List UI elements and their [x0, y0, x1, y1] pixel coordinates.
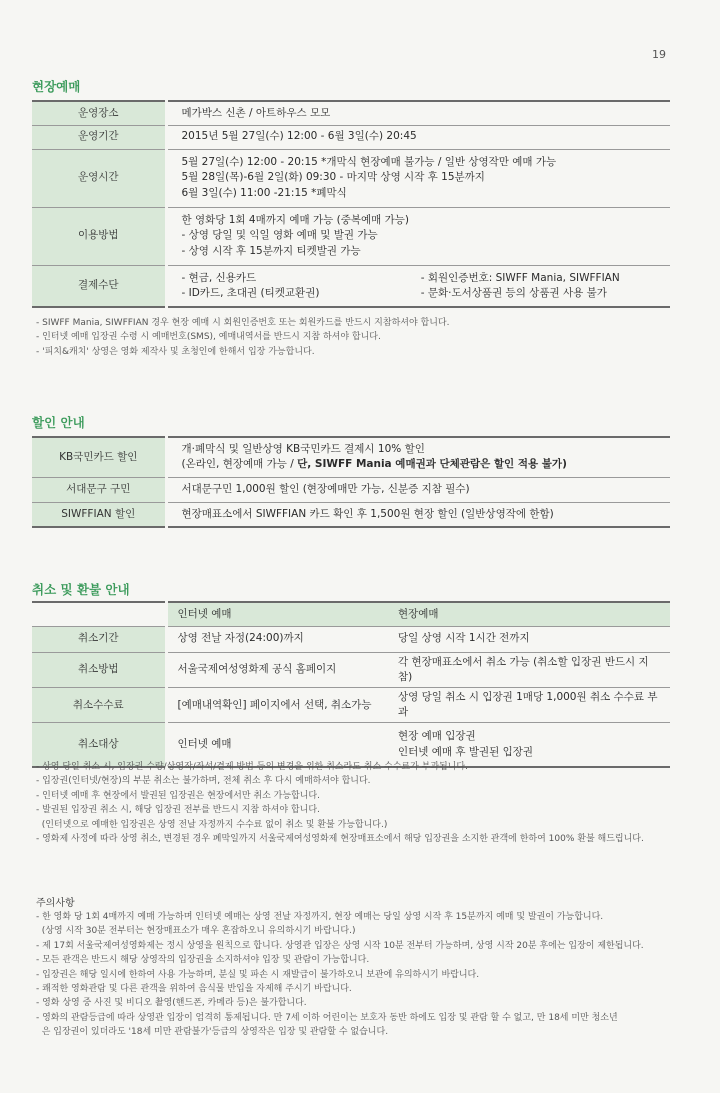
row-value: 개·폐막식 및 일반상영 KB국민카드 결제시 10% 할인 (온라인, 현장예매 가능 / 단, SIWFF Mania 예매권과 단체관람은 할인 적용 불가) — [166, 437, 670, 477]
onsite-cell: 당일 상영 시작 1시간 전까지 — [388, 626, 670, 652]
row-label: 운영시간 — [32, 149, 166, 207]
row-label: 결제수단 — [32, 265, 166, 307]
internet-cell: [예매내역확인] 페이지에서 선택, 취소가능 — [166, 687, 388, 722]
onsite-table — [32, 100, 670, 308]
row-label: 취소기간 — [32, 626, 166, 652]
table-row — [32, 125, 670, 149]
table-row — [32, 687, 670, 722]
note-line: (상영 시작 30분 전부터는 현장매표소가 매우 혼잡하오니 유의하시기 바랍니다.) — [36, 926, 356, 937]
caution-title: 주의사항 — [36, 898, 75, 909]
discount-table — [32, 436, 670, 528]
table-row — [32, 477, 670, 502]
note-line: - 영화 상영 중 사진 및 비디오 촬영(핸드폰, 카메라 등)은 불가합니다. — [36, 998, 307, 1009]
caution-notes — [36, 910, 676, 1040]
note-line: - 발권된 입장권 취소 시, 해당 입장권 전부를 반드시 지참 하셔야 합니다. — [36, 805, 320, 816]
onsite-cell: 상영 당일 취소 시 입장권 1매당 1,000원 취소 수수료 부과 — [388, 687, 670, 722]
column-header-onsite: 현장예매 — [388, 602, 670, 626]
note-line: - 모든 관객은 반드시 해당 상영작의 입장권을 소지하셔야 입장 및 관람이 가능합니다. — [36, 955, 370, 966]
table-row — [32, 626, 670, 652]
row-value: 서대문구민 1,000원 할인 (현장예매만 가능, 신분증 지참 필수) — [166, 477, 670, 502]
table-row — [32, 207, 670, 265]
row-label: 이용방법 — [32, 207, 166, 265]
refund-section-title: 취소 및 환불 안내 — [32, 582, 130, 597]
note-line: - '피치&캐치' 상영은 영화 제작사 및 초청인에 한해서 입장 가능합니다. — [36, 346, 315, 357]
row-label: 취소대상 — [32, 723, 166, 767]
row-label: 서대문구 구민 — [32, 477, 166, 502]
row-label: 취소수수료 — [32, 687, 166, 722]
note-line: 은 입장권이 있더라도 '18세 미만 관람불가'등급의 상영작은 입장 및 관람할 수 없습니다. — [36, 1027, 389, 1038]
column-header-internet: 인터넷 예매 — [166, 602, 388, 626]
note-line: - 입장권(인터넷/현장)의 부분 취소는 불가하며, 전체 취소 후 다시 예매하셔야 합니다. — [36, 776, 371, 787]
table-row — [32, 265, 670, 307]
row-label: SIWFFIAN 할인 — [32, 502, 166, 527]
table-header-row — [32, 602, 670, 626]
refund-table — [32, 601, 670, 768]
table-row — [32, 502, 670, 527]
note-line: - 제 17회 서울국제여성영화제는 정시 상영을 원칙으로 합니다. 상영관 입장은 상영 시작 10분 전부터 가능하며, 상영 시작 20분 후에는 입장이 제한됩니다. — [36, 940, 644, 951]
note-line: - 한 영화 당 1회 4매까지 예매 가능하며 인터넷 예매는 상영 전날 자정까지, 현장 예매는 당일 상영 시작 후 15분까지 예매 및 발권이 가능합니다. — [36, 912, 604, 922]
page-number: 19 — [652, 48, 666, 61]
note-line: - 인터넷 예매 후 현장에서 발권된 입장권은 현장에서만 취소 가능합니다. — [36, 790, 320, 801]
note-line: - 영화제 사정에 따라 상영 취소, 변경된 경우 폐막일까지 서울국제여성영화제 현장매표소에서 해당 입장권을 소지한 관객에 한하여 100% 환불 해드립니다. — [36, 833, 644, 844]
onsite-cell: 각 현장매표소에서 취소 가능 (취소할 입장권 반드시 지참) — [388, 652, 670, 687]
row-value: - 현금, 신용카드 - ID카드, 초대권 (티켓교환권) - 회원인증번호: SIWFF Mania, SIWFFIAN - 문화·도서상품권 등의 상품권 사용 불가 — [166, 265, 670, 307]
row-value: 2015년 5월 27일(수) 12:00 - 6월 3일(수) 20:45 — [166, 125, 670, 149]
table-row — [32, 652, 670, 687]
row-value: 현장매표소에서 SIWFFIAN 카드 확인 후 1,500원 현장 할인 (일반상영작에 한함) — [166, 502, 670, 527]
table-row — [32, 101, 670, 125]
row-label: 운영기간 — [32, 125, 166, 149]
internet-cell: 인터넷 예매 — [166, 723, 388, 767]
note-line: - 입장권은 해당 일시에 한하여 사용 가능하며, 분실 및 파손 시 재발급이 불가하오니 보관에 유의하시기 바랍니다. — [36, 969, 480, 980]
row-value: 메가박스 신촌 / 아트하우스 모모 — [166, 101, 670, 125]
note-line: (인터넷으로 예매한 입장권은 상영 전날 자정까지 수수료 없이 취소 및 환불 가능합니다.) — [36, 819, 388, 830]
onsite-section-title: 현장예매 — [32, 79, 81, 94]
note-line: - 쾌적한 영화관람 및 다른 관객을 위하여 음식물 반입을 자제해 주시기 바랍니다. — [36, 983, 352, 994]
onsite-cell: 현장 예매 입장권 인터넷 예매 후 발권된 입장권 — [388, 723, 670, 767]
table-row — [32, 149, 670, 207]
row-label: 취소방법 — [32, 652, 166, 687]
internet-cell: 상영 전날 자정(24:00)까지 — [166, 626, 388, 652]
blank-header-cell — [32, 602, 166, 626]
discount-section-title: 할인 안내 — [32, 415, 85, 430]
note-line: - 영화의 관람등급에 따라 상영관 입장이 엄격히 통제됩니다. 만 7세 이하 어린이는 보호자 동반 하에도 입장 및 관람 할 수 없고, 만 18세 미만 청소년 — [36, 1012, 618, 1023]
note-line: - 인터넷 예매 입장권 수령 시 예매번호(SMS), 예매내역서를 반드시 지참 하셔야 합니다. — [36, 332, 381, 343]
row-value: 5월 27일(수) 12:00 - 20:15 *개막식 현장예매 불가능 / 일반 상영작만 예매 가능 5월 28일(목)-6월 2일(화) 09:30 - 마지막 상영 시작 후 15분까지 6월 3일(수) 11:00 -21:15 *폐막식 — [166, 149, 670, 207]
refund-notes — [36, 760, 676, 846]
row-label: 운영장소 — [32, 101, 166, 125]
row-value: 한 영화당 1회 4매까지 예매 가능 (중복예매 가능) - 상영 당일 및 익일 영화 예매 및 발권 가능 - 상영 시작 후 15분까지 티켓발권 가능 — [166, 207, 670, 265]
onsite-notes — [36, 316, 676, 359]
internet-cell: 서울국제여성영화제 공식 홈페이지 — [166, 652, 388, 687]
note-line: - SIWFF Mania, SIWFFIAN 경우 현장 예매 시 회원인증번호 또는 회원카드를 반드시 지참하셔야 합니다. — [36, 318, 450, 328]
row-label: KB국민카드 할인 — [32, 437, 166, 477]
table-row — [32, 437, 670, 477]
note-line: - 상영 당일 취소 시, 입장권 수량/상영작/좌석/결제 방법 등의 변경을 위한 취소라도 취소 수수료가 부과됩니다. — [36, 762, 468, 772]
